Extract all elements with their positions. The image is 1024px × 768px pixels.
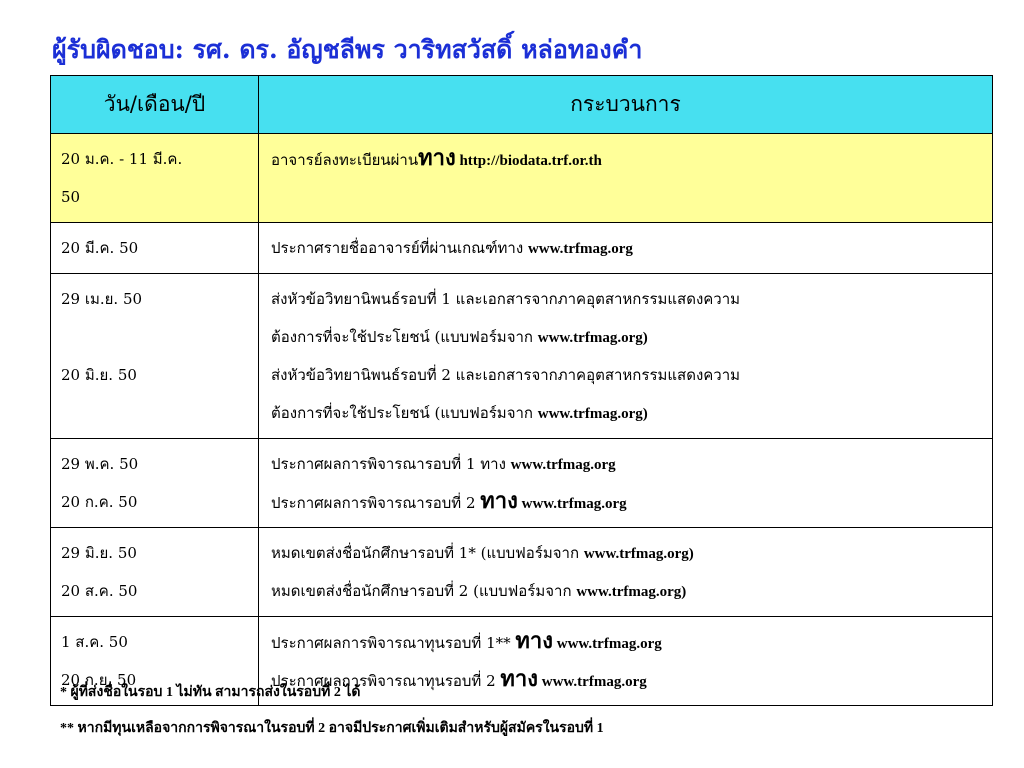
date-text: 20 มี.ค. 50 [61, 239, 139, 257]
schedule-rows [51, 134, 993, 706]
date-text: 50 [61, 188, 81, 206]
table-row [51, 439, 993, 528]
table-row [51, 223, 993, 274]
footnote-2: ** หากมีทุนเหลือจากการพิจารณาในรอบที่ 2 อาจมีประกาศเพิ่มเติมสำหรับผู้สมัครในรอบที่ 1 [60, 721, 604, 736]
emphasis-text: ทาง [500, 667, 539, 692]
process-text: ส่งหัวข้อวิทยานิพนธ์รอบที่ 1 และเอกสารจากภาคอุตสาหกรรมแสดงความ [271, 290, 741, 308]
process-line [271, 394, 982, 432]
date-text: 20 ก.ย. 50 [61, 671, 137, 689]
process-line [271, 534, 982, 572]
process-text: ประกาศผลการพิจารณารอบที่ 2 [271, 494, 481, 512]
process-text: อาจารย์ลงทะเบียนผ่าน [271, 151, 419, 169]
process-cell [259, 274, 993, 439]
date-text: 20 ส.ค. 50 [61, 582, 138, 600]
process-line [271, 140, 982, 178]
date-cell [51, 223, 259, 274]
process-text: ประกาศผลการพิจารณารอบที่ 1 ทาง [271, 455, 511, 473]
process-cell [259, 439, 993, 528]
url-text: www.trfmag.org [527, 241, 633, 257]
process-cell [259, 223, 993, 274]
table-header-row [51, 76, 993, 134]
emphasis-text: ทาง [480, 489, 518, 514]
date-text: 20 ก.ค. 50 [61, 493, 138, 511]
date-cell [51, 134, 259, 223]
date-text: 29 พ.ค. 50 [61, 455, 139, 473]
table-row [51, 528, 993, 617]
date-cell [51, 528, 259, 617]
url-text: www.trfmag.org [510, 457, 616, 473]
url-text: www.trfmag.org) [576, 584, 687, 600]
process-cell [259, 134, 993, 223]
process-line [271, 623, 982, 661]
url-text: www.trfmag.org [538, 674, 647, 690]
schedule-table [50, 75, 993, 706]
process-column-header: กระบวนการ [259, 76, 993, 134]
url-text: www.trfmag.org) [537, 330, 648, 346]
table-row [51, 134, 993, 223]
process-text: ประกาศผลการพิจารณาทุนรอบที่ 2 [271, 672, 501, 690]
process-cell [259, 528, 993, 617]
url-text: www.trfmag.org [517, 496, 627, 512]
date-text: 20 ม.ค. - 11 มี.ค. [61, 150, 183, 168]
url-text: http://biodata.trf.or.th [455, 153, 602, 169]
process-text: ประกาศผลการพิจารณาทุนรอบที่ 1** [271, 634, 516, 652]
process-text: ประกาศรายชื่ออาจารย์ที่ผ่านเกณฑ์ทาง [271, 239, 528, 257]
process-line [271, 483, 982, 521]
table-row [51, 274, 993, 439]
date-text: 20 มิ.ย. 50 [61, 366, 137, 384]
process-line [271, 229, 982, 267]
process-line [271, 280, 982, 318]
process-text: หมดเขตส่งชื่อนักศึกษารอบที่ 2 (แบบฟอร์มจาก [271, 582, 577, 600]
date-text: 1 ส.ค. 50 [61, 633, 128, 651]
url-text: www.trfmag.org [553, 636, 662, 652]
process-text: ต้องการที่จะใช้ประโยชน์ (แบบฟอร์มจาก [271, 404, 538, 422]
page-title: ผู้รับผิดชอบ: รศ. ดร. อัญชลีพร วาริทสวัสดิ์ หล่อทองคำ [52, 35, 643, 64]
process-line [271, 445, 982, 483]
date-cell [51, 274, 259, 439]
date-text: 29 เม.ย. 50 [61, 290, 143, 308]
footnotes [60, 678, 604, 750]
process-text: หมดเขตส่งชื่อนักศึกษารอบที่ 1* (แบบฟอร์มจาก [271, 544, 584, 562]
emphasis-text: ทาง [515, 629, 554, 654]
process-line [271, 572, 982, 610]
footnote-1: * ผู้ที่ส่งชื่อในรอบ 1 ไม่ทัน สามารถส่งในรอบที่ 2 ได้ [60, 685, 361, 700]
date-cell [51, 439, 259, 528]
date-column-header: วัน/เดือน/ปี [51, 76, 259, 134]
url-text: www.trfmag.org) [583, 546, 694, 562]
emphasis-text: ทาง [418, 146, 456, 171]
date-text: 29 มิ.ย. 50 [61, 544, 137, 562]
process-line [271, 356, 982, 394]
process-text: ส่งหัวข้อวิทยานิพนธ์รอบที่ 2 และเอกสารจากภาคอุตสาหกรรมแสดงความ [271, 366, 741, 384]
process-line [271, 318, 982, 356]
process-text: ต้องการที่จะใช้ประโยชน์ (แบบฟอร์มจาก [271, 328, 538, 346]
url-text: www.trfmag.org) [537, 406, 648, 422]
